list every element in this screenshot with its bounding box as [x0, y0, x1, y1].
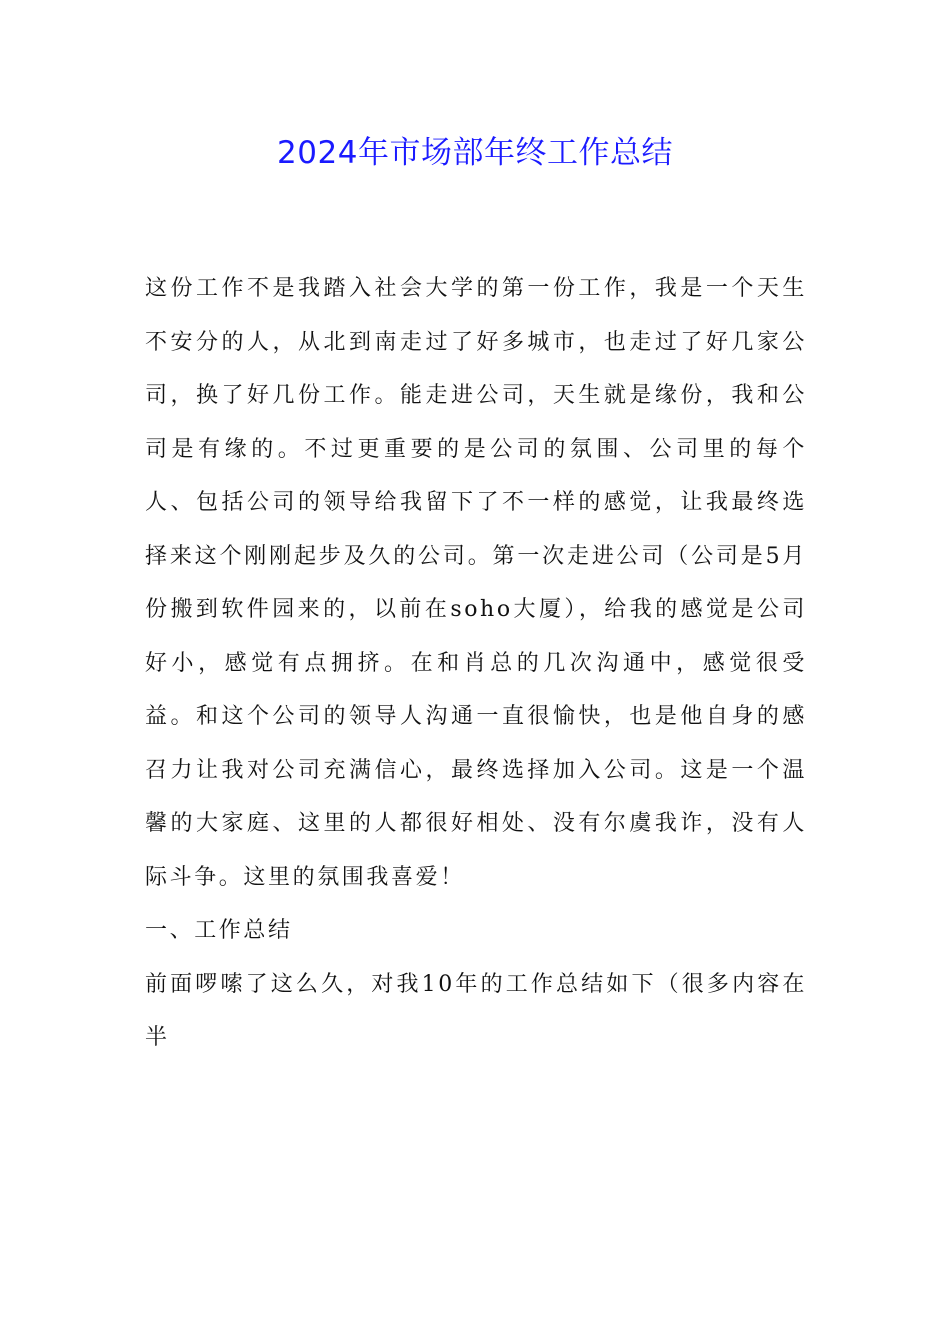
intro-paragraph: 这份工作不是我踏入社会大学的第一份工作，我是一个天生不安分的人，从北到南走过了好多城市，也走过了好几家公司，换了好几份工作。能走进公司，天生就是缘份，我和公司是有缘的。不过更重要的是公司的氛围、公司里的每个人、包括公司的领导给我留下了不一样的感觉，让我最终选择来这个刚刚起步及久的公司。第一次走进公司（公司是5月份搬到软件园来的，以前在soho大厦），给我的感觉是公司好小，感觉有点拥挤。在和肖总的几次沟通中，感觉很受益。和这个公司的领导人沟通一直很愉快，也是他自身的感召力让我对公司充满信心，最终选择加入公司。这是一个温馨的大家庭、这里的人都很好相处、没有尔虞我诈，没有人际斗争。这里的氛围我喜爱！	[145, 276, 807, 890]
document-title: 2024年市场部年终工作总结	[277, 135, 673, 171]
body-paragraph: 前面啰嗦了这么久，对我10年的工作总结如下（很多内容在半	[145, 971, 807, 1050]
document-body	[145, 262, 807, 1065]
section-heading: 一、工作总结	[145, 918, 293, 943]
